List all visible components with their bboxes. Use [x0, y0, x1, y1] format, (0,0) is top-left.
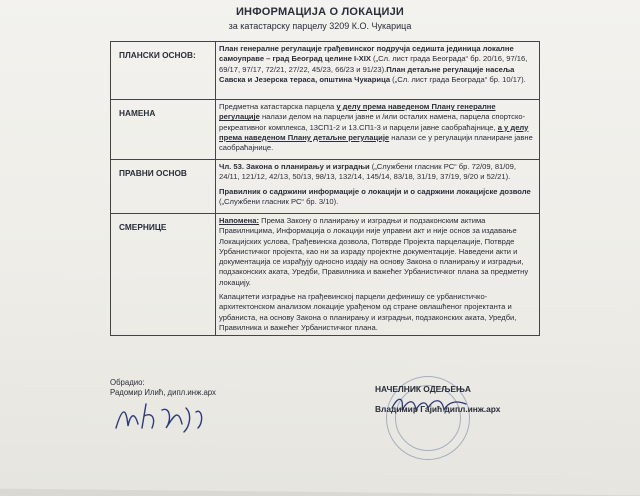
row-legal-basis	[111, 160, 540, 214]
text-segment: Правилник о садржини информације о локацији и о садржини локацијске дозволе	[219, 186, 531, 196]
chief-name	[375, 404, 500, 414]
content-legal-basis	[216, 160, 540, 214]
text-segment: („Службени гласник РС“ бр. 3/10).	[219, 196, 339, 206]
label-legal-basis: ПРАВНИ ОСНОВ	[111, 160, 216, 214]
text-segment: План детаљне регулације насеља Савска и Језерска тераса, општина Чукарица	[219, 64, 515, 84]
document-title: ИНФОРМАЦИЈА О ЛОКАЦИЈИ	[235, 6, 405, 18]
row-planning-basis	[111, 42, 540, 100]
text-segment: у делу према наведеном Плану генералне регулације	[219, 102, 496, 122]
text-segment: („Сл. лист града Београда“ бр. 20/16, 97/16, 69/17, 97/17, 72/21, 27/22, 45/23, 66/23 и 91/23).	[219, 54, 528, 74]
text-segment: План генералне регулације грађевинског подручја седишта јединица локалне самоуправе – град Београд целине I-XIX	[219, 44, 514, 64]
text-segment: („Сл. лист града Београда“ бр. 10/17).	[390, 74, 526, 84]
row-purpose	[111, 100, 540, 160]
label-planning-basis: ПЛАНСКИ ОСНОВ:	[111, 42, 216, 100]
content-planning-basis	[216, 42, 540, 100]
handwritten-signature-left	[112, 398, 212, 438]
text-segment: налази се у регулацији планиране јавне саобраћајнице.	[219, 132, 533, 153]
chief-name-text: Владимир Гајић дипл.инж.арх	[375, 404, 501, 414]
document-subtitle: за катастарску парцелу 3209 К.О. Чукарица	[228, 21, 412, 31]
text-segment: Напомена:	[219, 216, 260, 225]
text-segment: Предметна катастарска парцела	[219, 102, 337, 111]
text-segment: („Службени гласник РС“ бр. 72/09, 81/09, 24/11, 121/12, 42/13, 50/13, 98/13, 132/14, 145/14, 83/18, 31/19, 37/19, 9/20 и 52/21).	[219, 162, 516, 182]
chief-title: НАЧЕЛНИК ОДЕЉЕЊА	[375, 384, 471, 394]
content-purpose	[216, 100, 540, 160]
text-segment: а у делу према наведеном Плану детаљне регулације	[219, 122, 529, 142]
prepared-by-label: Обрадио:	[110, 378, 145, 387]
label-guidelines: СМЕРНИЦЕ	[111, 214, 216, 336]
text-segment: налази делом на парцели јавне и /или осталих намена, парцела спортско-рекреативног комплекса, 13СП1-2 и 13.СП1-3 и парцели јавне саобраћајнице,	[219, 112, 526, 132]
text-segment: Чл. 53. Закона о планирању и изградњи	[219, 162, 370, 171]
text-segment: Према Закону о планирању и изградњи и подзаконским актима Правилницима, Информација о локацији није управни акт и није основ за издавање Локацијских услова, Грађевинска дозвола, Потврде Пројекта парцелације, Потврде Урбанистичког пројекта, као ни за израду пројектне документације. Наведени акти и документација се израђују односно издају на основу Закона о планирању и изградњи, подзаконских аката, Уредби, Правилника и важећег Урбанистичког плана за предметну локацију.	[219, 216, 529, 287]
label-purpose: НАМЕНА	[111, 100, 216, 160]
row-guidelines	[111, 214, 540, 336]
prepared-by-name: Радомир Илић, дипл.инж.арх	[110, 388, 216, 397]
text-segment: Капацитети изградње на грађевинској парцели дефинишу се урбанистичко-архитектонском анализом локације урађеном од стране овлашћеног пројектанта и урбаниста, на основу Закона о планирању и изградњи, подзаконских аката, Уредби, Правилника и важећег Урбанистичког плана.	[219, 292, 517, 332]
location-info-table	[110, 41, 540, 336]
content-guidelines	[216, 214, 540, 336]
